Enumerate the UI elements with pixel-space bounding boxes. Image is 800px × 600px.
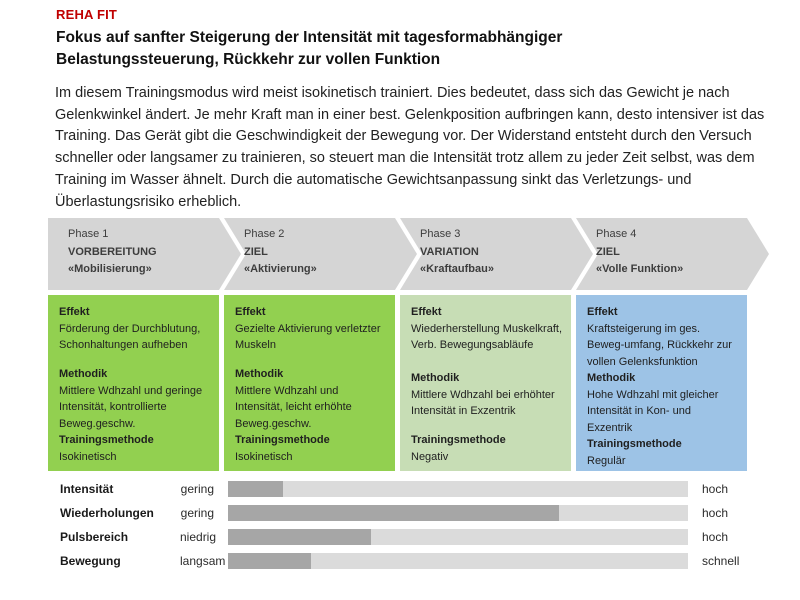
effekt-block [235,304,387,366]
scale-label: Intensität [60,482,114,496]
methodik-text: Mittlere Wdhzahl und geringe Intensität, kontrollierte Beweg.geschw. [59,384,203,430]
trainingsmethode-block [235,432,387,465]
effekt-heading: Effekt [235,306,266,318]
methodik-heading: Methodik [411,372,460,384]
trainingsmethode-text: Isokinetisch [235,450,293,463]
phase-subtitle: «Aktivierung» [244,263,317,275]
scale-high-label: hoch [702,482,729,496]
trainingsmethode-block [59,432,211,465]
scale-low-label: gering [180,482,214,496]
trainingsmethode-text: Regulär [587,454,626,467]
scale-bar-fill [228,481,283,497]
phase-title: VORBEREITUNG [68,245,157,258]
trainingsmethode-text: Isokinetisch [59,450,117,463]
effekt-heading: Effekt [411,306,442,318]
phase-4-header [576,218,747,290]
scale-high-label: hoch [702,530,729,544]
scale-low-label: langsam [180,554,226,568]
phase-subtitle: «Volle Funktion» [596,263,684,275]
phase-subtitle: «Mobilisierung» [68,263,152,275]
methodik-heading: Methodik [235,368,284,380]
phase-1-card [48,295,219,471]
trainingsmethode-block [411,432,563,465]
trainingsmethode-heading: Trainingsmethode [235,434,330,446]
scale-row-intensitaet [48,477,760,501]
phase-4-card [576,295,747,471]
scale-label: Bewegung [60,554,121,568]
scale-row-bewegung [48,549,760,573]
scale-bar-fill [228,505,559,521]
scale-bar-track [228,505,688,521]
page-title: Fokus auf sanfter Steigerung der Intensität mit tagesformabhängiger Belastungssteuerung, Rückkehr zur vollen Funktion [56,29,563,68]
methodik-text: Mittlere Wdhzahl und Intensität, leicht erhöhte Beweg.geschw. [235,384,352,430]
scale-high-label: schnell [702,554,740,568]
trainingsmethode-heading: Trainingsmethode [587,438,682,450]
phase-2-header [224,218,395,290]
phase-1-header [48,218,219,290]
effekt-block [587,304,739,370]
phase-number: Phase 3 [420,228,461,240]
trainingsmethode-heading: Trainingsmethode [411,434,506,446]
brand-title: REHA FIT [56,7,118,22]
effekt-block [411,304,563,370]
scale-row-pulsbereich [48,525,760,549]
effekt-heading: Effekt [59,306,90,318]
intro-paragraph: Im diesem Trainingsmodus wird meist isokinetisch trainiert. Dies bedeutet, dass sich das Gewicht je nach Gelenkwinkel ändert. Je mehr Kraft man in einer best. Gelenkposition aufbringen kann, desto intensiver ist das Training. Das Gerät gibt die Geschwindigkeit der Bewegung vor. Der Widerstand entsteht durch den Versuch schneller oder langsamer zu trainieren, so steuert man die Intensität trotz allem zu jeder Zeit selbst, was dem Training im Wasser ähnelt. Durch die automatische Gewichtsanpassung sinkt das Verletzungs- und Überlastungsrisiko erheblich. [55,85,765,210]
phase-subtitle: «Kraftaufbau» [420,263,494,275]
phase-2-card [224,295,395,471]
phase-number: Phase 2 [244,228,285,240]
effekt-block [59,304,211,366]
phase-title: ZIEL [596,245,620,258]
methodik-text: Mittlere Wdhzahl bei erhöhter Intensität in Exzentrik [411,388,555,417]
scale-bar-track [228,553,688,569]
phase-number: Phase 1 [68,228,109,240]
methodik-block [235,366,387,432]
effekt-heading: Effekt [587,306,618,318]
methodik-text: Hohe Wdhzahl mit gleicher Intensität in Kon- und Exzentrik [587,388,719,434]
scale-bar-track [228,481,688,497]
methodik-block [59,366,211,432]
methodik-block [411,370,563,420]
phase-3-card [400,295,571,471]
scale-label: Wiederholungen [60,506,154,520]
scale-row-wiederholungen [48,501,760,525]
effekt-text: Wiederherstellung Muskelkraft, Verb. Bewegungsabläufe [411,322,563,351]
trainingsmethode-text: Negativ [411,450,449,463]
phase-number: Phase 4 [596,228,637,240]
scale-high-label: hoch [702,506,729,520]
phase-title: VARIATION [420,245,479,258]
methodik-heading: Methodik [587,372,636,384]
methodik-block [587,370,739,436]
scale-label: Pulsbereich [60,530,129,544]
trainingsmethode-block [587,436,739,469]
effekt-text: Kraftsteigerung im ges. Beweg-umfang, Rückkehr zur vollen Gelenksfunktion [587,322,732,368]
scale-low-label: gering [180,506,214,520]
phase-3-header [400,218,571,290]
scale-bar-fill [228,553,311,569]
trainingsmethode-heading: Trainingsmethode [59,434,154,446]
methodik-heading: Methodik [59,368,108,380]
effekt-text: Förderung der Durchblutung, Schonhaltungen aufheben [59,322,201,351]
scale-low-label: niedrig [180,530,217,544]
scale-bar-fill [228,529,371,545]
parameter-scales [48,477,760,573]
effekt-text: Gezielte Aktivierung verletzter Muskeln [235,322,381,351]
scale-bar-track [228,529,688,545]
phase-title: ZIEL [244,245,268,258]
